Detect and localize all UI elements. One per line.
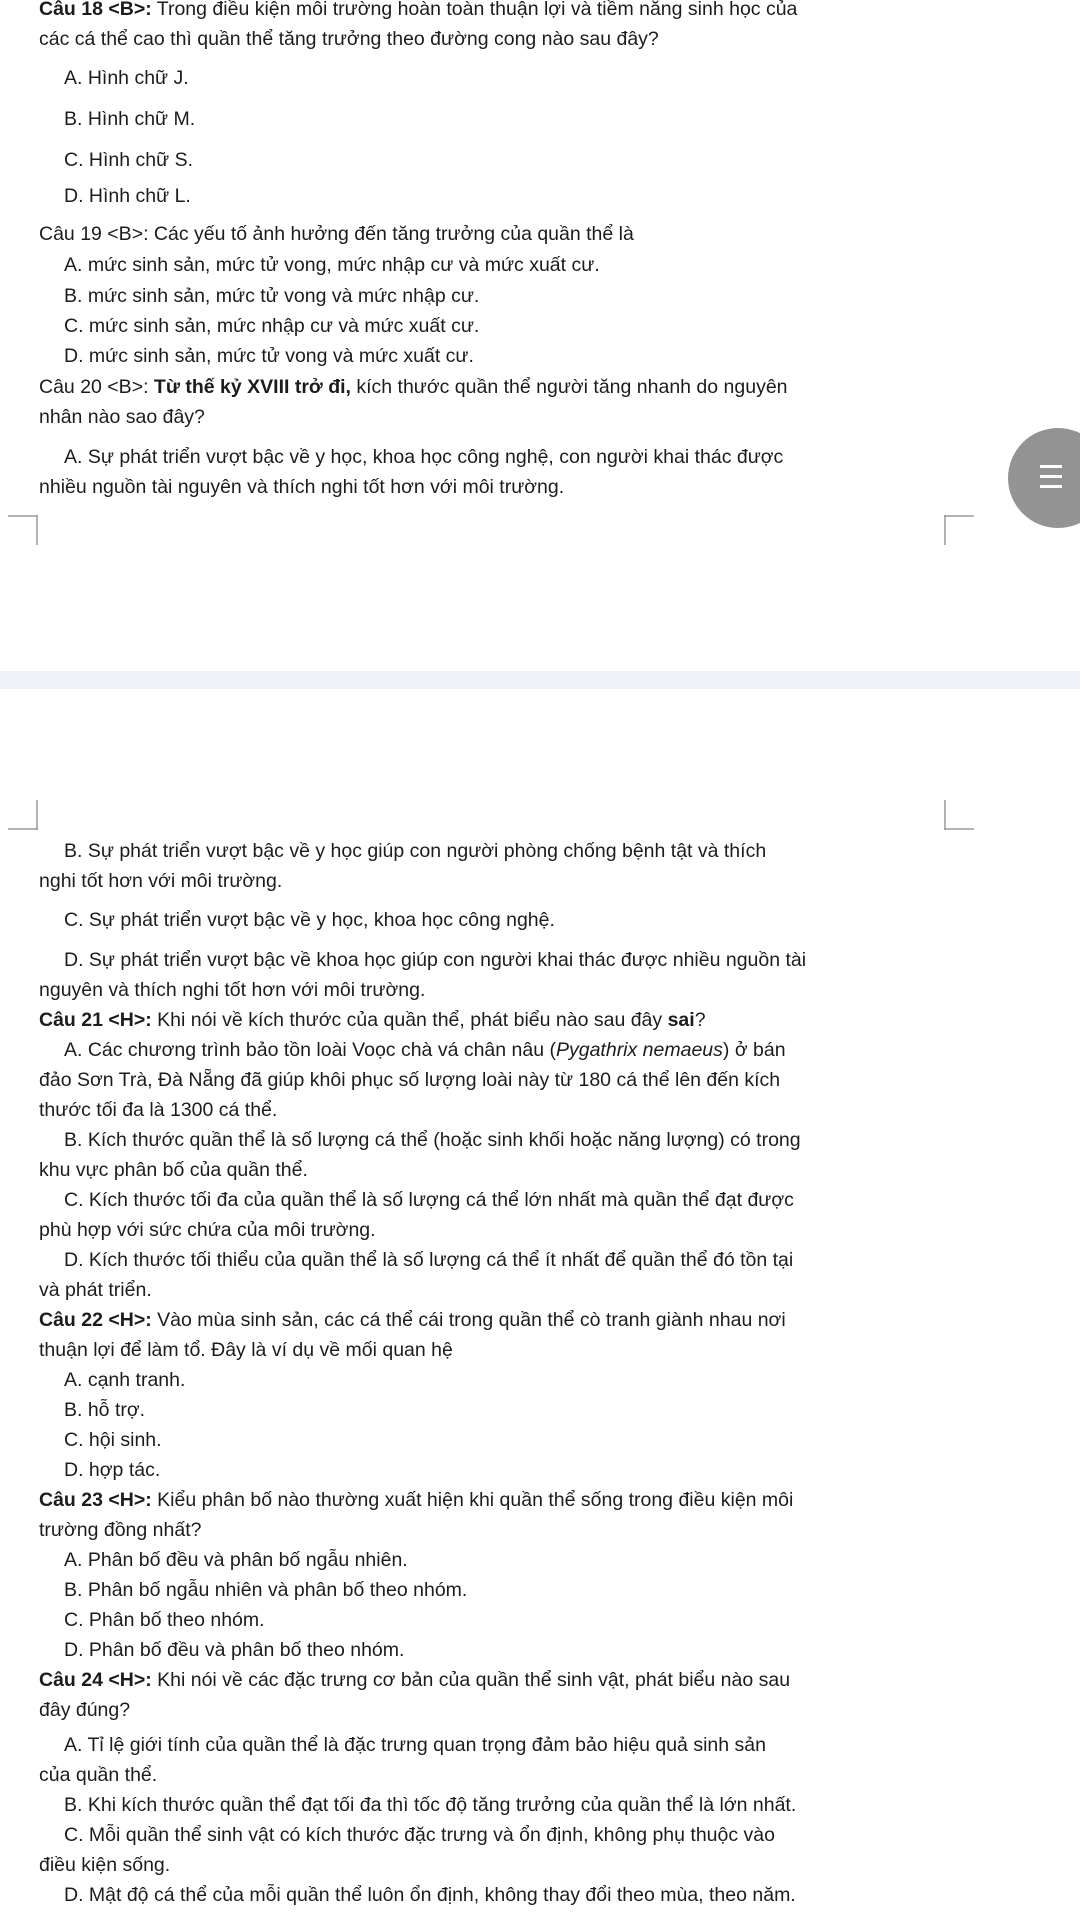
option-d: D. Phân bố đều và phân bố theo nhóm. [64, 1639, 405, 1661]
question-21: Câu 21 <H>: Khi nói về kích thước của quần thể, phát biểu nào sau đây sai? [39, 1009, 706, 1031]
option-c: C. Phân bố theo nhóm. [64, 1609, 265, 1631]
question-23-cont: trường đồng nhất? [39, 1519, 202, 1541]
option-a: A. Hình chữ J. [64, 67, 189, 89]
option-a: A. mức sinh sản, mức tử vong, mức nhập cư và mức xuất cư. [64, 254, 600, 276]
question-label: Câu 18 <B>: [39, 0, 152, 20]
option-a-cont: thước tối đa là 1300 cá thể. [39, 1099, 278, 1121]
option-c-cont: phù hợp với sức chứa của môi trường. [39, 1219, 376, 1241]
page-corner-mark [944, 515, 974, 545]
option-a: A. cạnh tranh. [64, 1369, 186, 1391]
option-b: B. Kích thước quần thể là số lượng cá thể (hoặc sinh khối hoặc năng lượng) có trong [64, 1129, 801, 1151]
option-b-cont: nghi tốt hơn với môi trường. [39, 870, 283, 892]
option-c: C. hội sinh. [64, 1429, 162, 1451]
question-24-cont: đây đúng? [39, 1699, 131, 1721]
option-d-cont: nguyên và thích nghi tốt hơn với môi trường. [39, 979, 426, 1001]
question-label: Câu 21 <H>: [39, 1009, 152, 1031]
question-label: Câu 24 <H>: [39, 1669, 152, 1691]
option-c: C. Kích thước tối đa của quần thể là số lượng cá thể lớn nhất mà quần thể đạt được [64, 1189, 794, 1211]
option-b: B. hỗ trợ. [64, 1399, 146, 1421]
option-d: D. Mật độ cá thể của mỗi quần thể luôn ổn định, không thay đổi theo mùa, theo năm. [64, 1884, 796, 1906]
option-c: C. Sự phát triển vượt bậc về y học, khoa học công nghệ. [64, 909, 555, 931]
question-label: Câu 23 <H>: [39, 1489, 152, 1511]
question-22: Câu 22 <H>: Vào mùa sinh sản, các cá thể cái trong quần thể cò tranh giành nhau nơi [39, 1309, 786, 1331]
question-20-cont: nhân nào sao đây? [39, 406, 205, 428]
page-corner-mark [8, 515, 38, 545]
question-20: Câu 20 <B>: Từ thế kỷ XVIII trở đi, kích thước quần thể người tăng nhanh do nguyên [39, 376, 788, 398]
question-label: Câu 20 <B>: [39, 376, 149, 398]
option-c-cont: điều kiện sống. [39, 1854, 171, 1876]
option-c: C. Hình chữ S. [64, 149, 194, 171]
option-a: A. Phân bố đều và phân bố ngẫu nhiên. [64, 1549, 408, 1571]
option-d: D. mức sinh sản, mức tử vong và mức xuất cư. [64, 345, 474, 367]
question-18-cont: các cá thể cao thì quần thể tăng trưởng theo đường cong nào sau đây? [39, 28, 659, 50]
option-a: A. Tỉ lệ giới tính của quần thể là đặc trưng quan trọng đảm bảo hiệu quả sinh sản [64, 1734, 766, 1756]
option-a: A. Sự phát triển vượt bậc về y học, khoa học công nghệ, con người khai thác được [64, 446, 784, 468]
option-b: B. Hình chữ M. [64, 108, 196, 130]
option-b: B. Sự phát triển vượt bậc về y học giúp con người phòng chống bệnh tật và thích [64, 840, 767, 862]
option-a-cont: nhiều nguồn tài nguyên và thích nghi tốt hơn với môi trường. [39, 476, 565, 498]
option-d: D. Kích thước tối thiểu của quần thể là số lượng cá thể ít nhất để quần thể đó tồn tại [64, 1249, 794, 1271]
page-separator [0, 671, 1080, 689]
option-d-cont: và phát triển. [39, 1279, 152, 1301]
question-23: Câu 23 <H>: Kiểu phân bố nào thường xuất hiện khi quần thể sống trong điều kiện môi [39, 1489, 794, 1511]
document-page-1 [0, 0, 1080, 520]
option-b: B. Phân bố ngẫu nhiên và phân bố theo nhóm. [64, 1579, 468, 1601]
option-d: D. Hình chữ L. [64, 185, 191, 207]
option-c: C. mức sinh sản, mức nhập cư và mức xuất cư. [64, 315, 480, 337]
question-24: Câu 24 <H>: Khi nói về các đặc trưng cơ bản của quần thể sinh vật, phát biểu nào sau [39, 1669, 791, 1691]
question-label: Câu 22 <H>: [39, 1309, 152, 1331]
document-page-2 [0, 815, 1080, 1924]
question-label: Câu 19 <B>: [39, 223, 149, 245]
option-b-cont: khu vực phân bố của quần thể. [39, 1159, 308, 1181]
option-a-cont: đảo Sơn Trà, Đà Nẵng đã giúp khôi phục số lượng loài này từ 180 cá thể lên đến kích [39, 1069, 781, 1091]
option-a-cont: của quần thể. [39, 1764, 158, 1786]
option-c: C. Mỗi quần thể sinh vật có kích thước đặc trưng và ổn định, không phụ thuộc vào [64, 1824, 775, 1846]
question-22-cont: thuận lợi để làm tổ. Đây là ví dụ về mối quan hệ [39, 1339, 453, 1361]
option-b: B. mức sinh sản, mức tử vong và mức nhập cư. [64, 285, 480, 307]
option-d: D. hợp tác. [64, 1459, 161, 1481]
question-19: Câu 19 <B>: Các yếu tố ảnh hưởng đến tăng trưởng của quần thể là [39, 223, 634, 245]
question-18: Câu 18 <B>: Trong điều kiện môi trường hoàn toàn thuận lợi và tiềm năng sinh học của [39, 0, 798, 20]
option-d: D. Sự phát triển vượt bậc về khoa học giúp con người khai thác được nhiều nguồn tài [64, 949, 807, 971]
option-b: B. Khi kích thước quần thể đạt tối đa thì tốc độ tăng trưởng của quần thể là lớn nhất. [64, 1794, 797, 1816]
option-a: A. Các chương trình bảo tồn loài Voọc chà vá chân nâu (Pygathrix nemaeus) ở bán [64, 1039, 786, 1061]
